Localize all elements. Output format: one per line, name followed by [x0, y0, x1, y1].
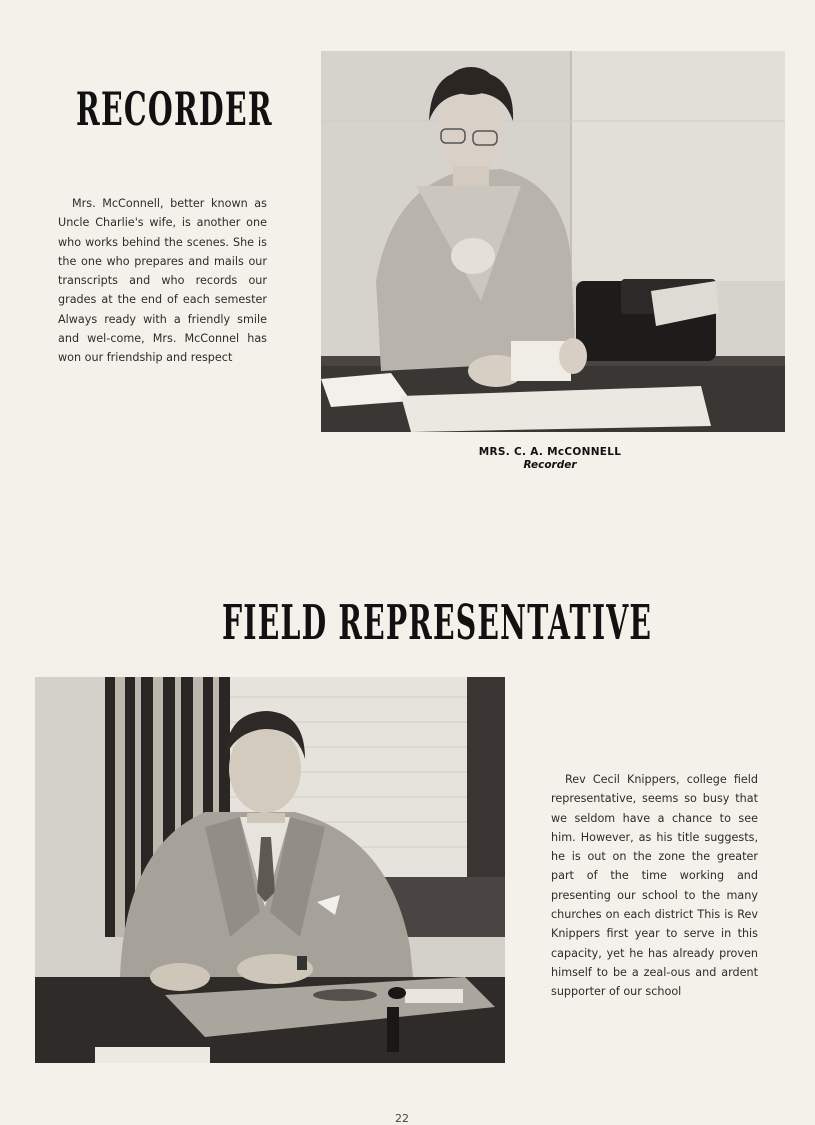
field-representative-photo [35, 677, 505, 1063]
recorder-paragraph: Mrs. McConnell, better known as Uncle Charlie's wife, is another one who works behind the scenes. She is the one who prepares and mails our transcripts and who records our grades at the end of each semester Always ready with a friendly smile and wel-come, Mrs. McConnel has won our friendship and respect [58, 197, 267, 365]
field-representative-heading: FIELD REPRESENTATIVE [222, 595, 653, 651]
recorder-photo-illustration [321, 51, 785, 432]
recorder-heading: RECORDER [76, 82, 273, 136]
page-number: 22 [395, 1112, 409, 1125]
field-photo-illustration [35, 677, 505, 1063]
field-representative-paragraph: Rev Cecil Knippers, college field representative, seems so busy that we seldom have a chance to see him. However, as his title suggests, he is out on the zone the greater part of the time working and presenting our school to the many churches on each district This is Rev Knippers first year to serve in this capacity, yet he has already proven himself to be a zeal-ous and ardent supporter of our school [551, 773, 758, 999]
caption-name: MRS. C. A. McCONNELL [478, 446, 622, 458]
recorder-caption [440, 446, 660, 472]
recorder-photo [321, 51, 785, 432]
caption-title: Recorder [523, 459, 577, 471]
